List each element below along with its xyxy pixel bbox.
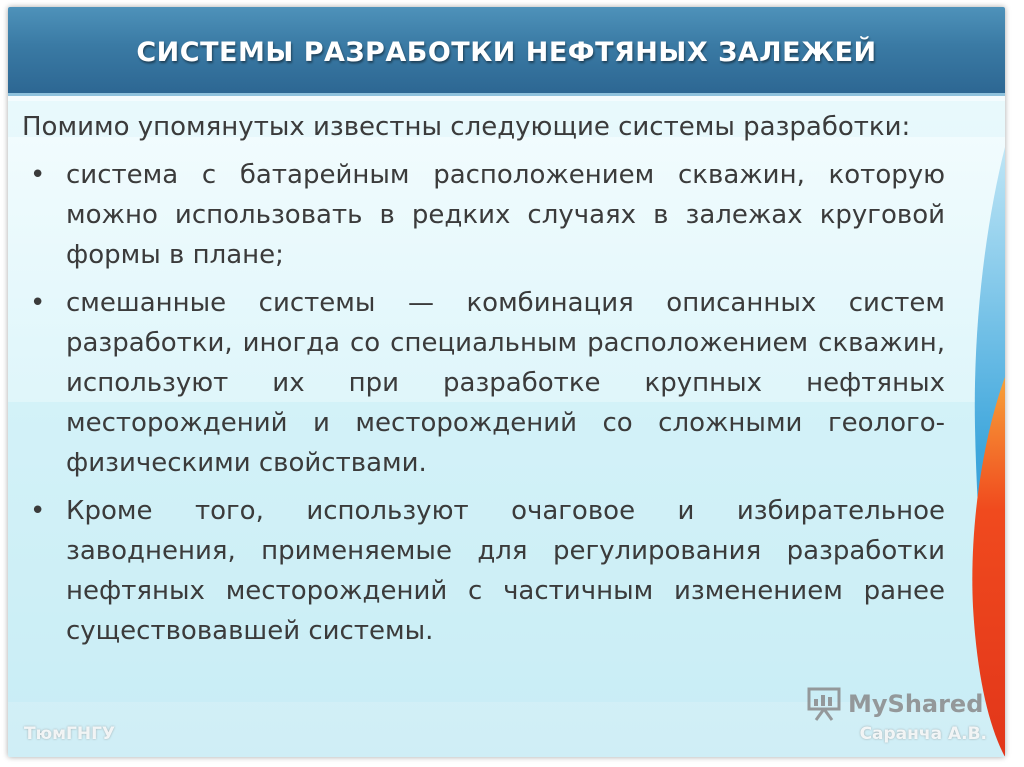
intro-paragraph: Помимо упомянутых известны следующие системы разработки:: [22, 112, 911, 142]
bullet-item: [22, 283, 945, 483]
watermark-text: MyShared: [848, 690, 984, 718]
slide: [8, 7, 1005, 757]
bullet-dot: •: [30, 160, 46, 190]
watermark: [806, 687, 983, 721]
slide-content: [22, 107, 945, 651]
footer-organization: ТюмГНГУ: [24, 724, 116, 744]
title-bar: [8, 7, 1005, 96]
bullet-dot: •: [30, 496, 46, 526]
bullet-text: система с батарейным расположением скважин, которую можно использовать в редких случаях в залежах круговой формы в плане;: [66, 160, 945, 270]
flame-decoration: [945, 107, 1005, 757]
bullet-item: [22, 155, 945, 275]
bullet-list: [22, 155, 945, 651]
presentation-board-icon: [806, 687, 842, 721]
bullet-dot: •: [30, 288, 46, 318]
bullet-text: смешанные системы — комбинация описанных систем разработки, иногда со специальным расположением скважин, используют их при разработке крупных нефтяных месторождений и месторождений со сложными геолого-физическими свойствами.: [66, 288, 945, 478]
bullet-item: [22, 491, 945, 651]
slide-title: СИСТЕМЫ РАЗРАБОТКИ НЕФТЯНЫХ ЗАЛЕЖЕЙ: [136, 37, 877, 68]
footer-author: Саранча А.В.: [859, 724, 987, 744]
bullet-text: Кроме того, используют очаговое и избирательное заводнения, применяемые для регулирования разработки нефтяных месторождений с частичным изменением ранее существовавшей системы.: [66, 496, 945, 646]
